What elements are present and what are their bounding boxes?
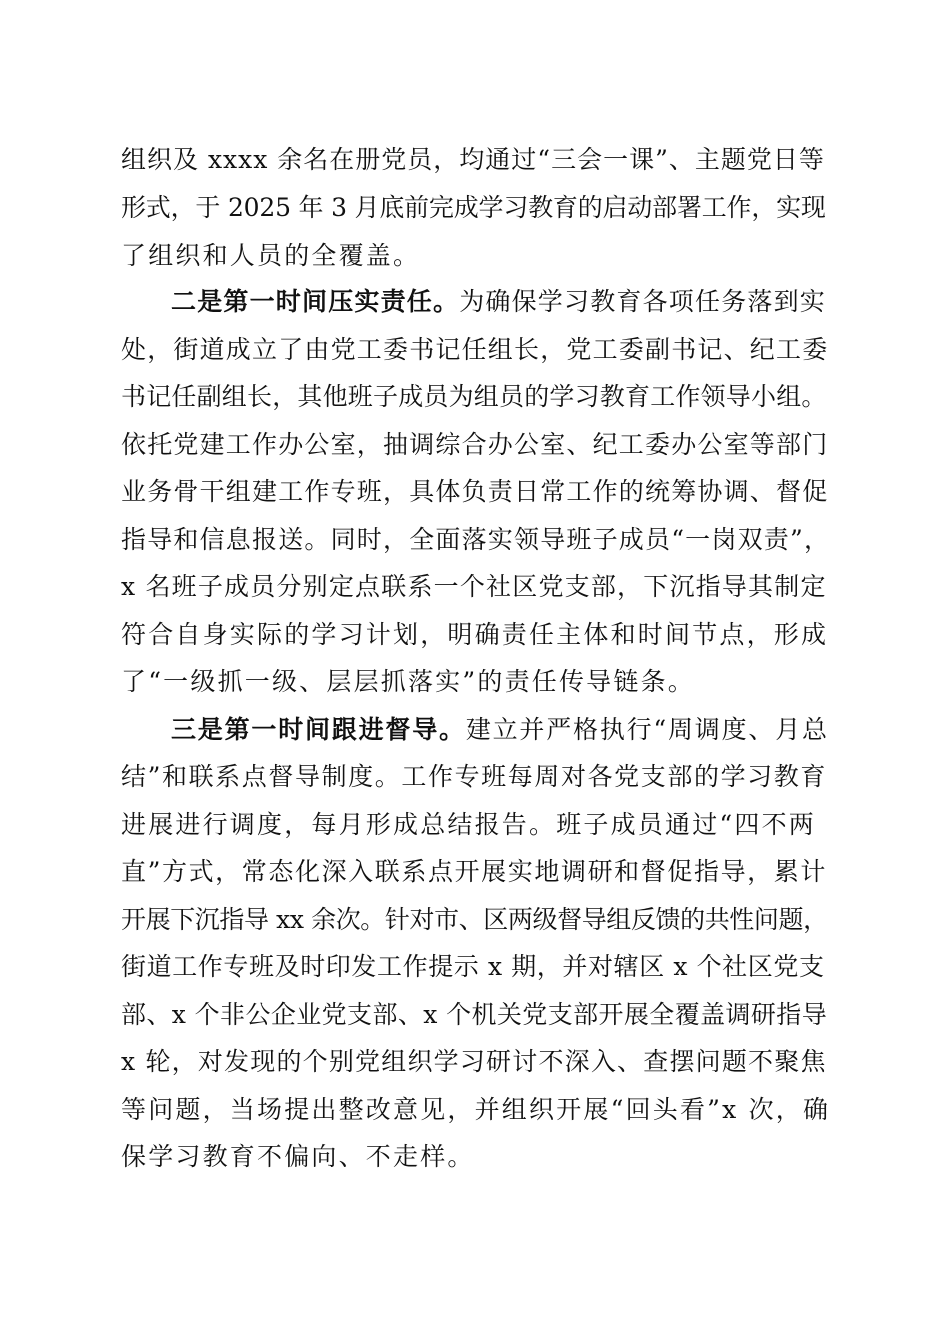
text-line: 街道工作专班及时印发工作提示 x 期，并对辖区 x 个社区党支 (121, 952, 825, 981)
text-line: 书记任副组长，其他班子成员为组员的学习教育工作领导小组。 (121, 382, 827, 411)
text-line: 开展下沉指导 xx 余次。针对市、区两级督导组反馈的共性问题， (121, 905, 828, 934)
text-line: 结”和联系点督导制度。工作专班每周对各党支部的学习教育 (121, 762, 827, 791)
text-line: 处，街道成立了由党工委书记任组长，党工委副书记、纪工委 (121, 335, 829, 364)
text-line: 等问题，当场提出整改意见，并组织开展“回头看”x 次，确 (121, 1095, 831, 1124)
paragraph-first-line (171, 708, 829, 752)
paragraph-heading: 二是第一时间压实责任。 (171, 287, 460, 316)
text-line: 进展进行调度，每月形成总结报告。班子成员通过“四不两 (121, 810, 816, 839)
text-run: 为确保学习教育各项任务落到实 (459, 287, 827, 316)
text-line: 形式，于 2025 年 3 月底前完成学习教育的启动部署工作，实现 (121, 193, 826, 222)
text-line: 了组织和人员的全覆盖。 (121, 241, 421, 270)
text-line: 组织及 xxxx 余名在册党员，均通过“三会一课”、主题党日等 (121, 145, 825, 174)
text-line: 符合自身实际的学习计划，明确责任主体和时间节点，形成 (121, 620, 829, 649)
text-line: 部、x 个非公企业党支部、x 个机关党支部开展全覆盖调研指导 (121, 1000, 828, 1029)
text-line: 业务骨干组建工作专班，具体负责日常工作的统筹协调、督促 (121, 477, 829, 506)
text-line: 指导和信息报送。同时，全面落实领导班子成员“一岗双责”， (121, 525, 831, 554)
text-line: x 轮，对发现的个别党组织学习研讨不深入、查摆问题不聚焦 (121, 1047, 827, 1076)
paragraph-first-line (171, 280, 826, 324)
text-line: 依托党建工作办公室，抽调综合办公室、纪工委办公室等部门 (121, 430, 829, 459)
text-run: 建立并严格执行“周调度、月总 (465, 715, 829, 744)
text-line: 了“一级抓一级、层层抓落实”的责任传导链条。 (121, 667, 695, 696)
text-line: 直”方式，常态化深入联系点开展实地调研和督促指导，累计 (121, 857, 827, 886)
paragraph-heading: 三是第一时间跟进督导。 (171, 715, 466, 744)
text-line: 保学习教育不偏向、不走样。 (121, 1142, 475, 1171)
text-line: x 名班子成员分别定点联系一个社区党支部，下沉指导其制定 (121, 572, 827, 601)
